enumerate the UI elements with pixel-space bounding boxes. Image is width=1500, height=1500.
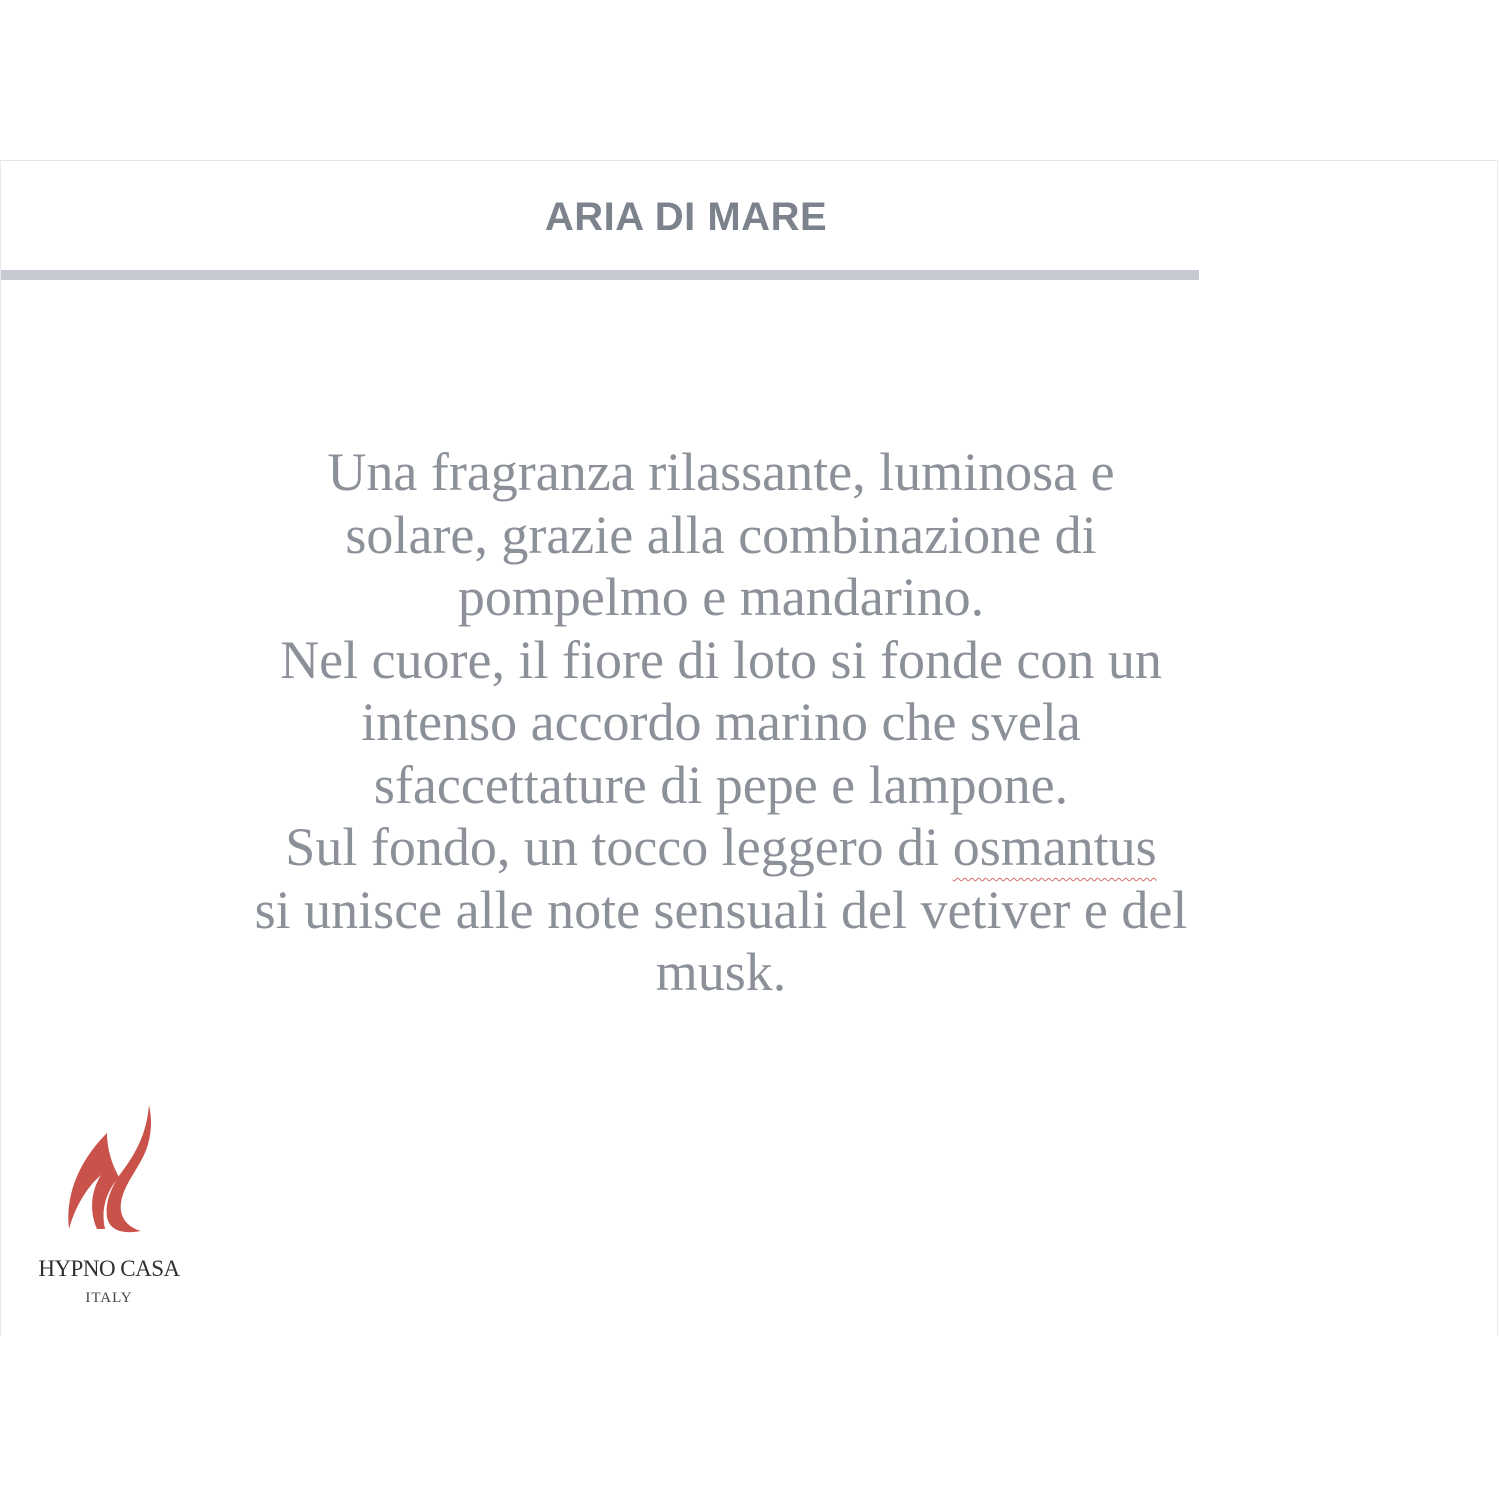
brand-name: HYPNO CASA <box>38 1256 180 1281</box>
description-line: sfaccettature di pepe e lampone. <box>373 754 1069 815</box>
brand-country: ITALY <box>85 1290 133 1306</box>
description-line: solare, grazie alla combinazione di <box>345 504 1097 565</box>
title-underline-divider <box>1 270 1199 280</box>
description-line: Una fragranza rilassante, luminosa e <box>327 442 1115 502</box>
description-line: Nel cuore, il fiore di loto si fonde con un <box>280 629 1162 690</box>
slide-card <box>0 160 1498 1336</box>
fragrance-description <box>121 441 1321 1004</box>
description-line: si unisce alle note sensuali del vetiver e del <box>254 879 1188 940</box>
description-line <box>121 816 1321 879</box>
description-line: intenso accordo marino che svela <box>361 692 1081 752</box>
spellcheck-flagged-word: osmantus <box>952 817 1157 877</box>
description-line: musk. <box>655 942 787 1002</box>
brand-logo <box>19 1101 199 1321</box>
description-line: pompelmo e mandarino. <box>457 567 985 627</box>
description-fragment: Sul fondo, un tocco leggero di <box>285 817 953 877</box>
page-title: ARIA DI MARE <box>544 195 828 239</box>
flame-h-logo-icon <box>61 1103 161 1243</box>
